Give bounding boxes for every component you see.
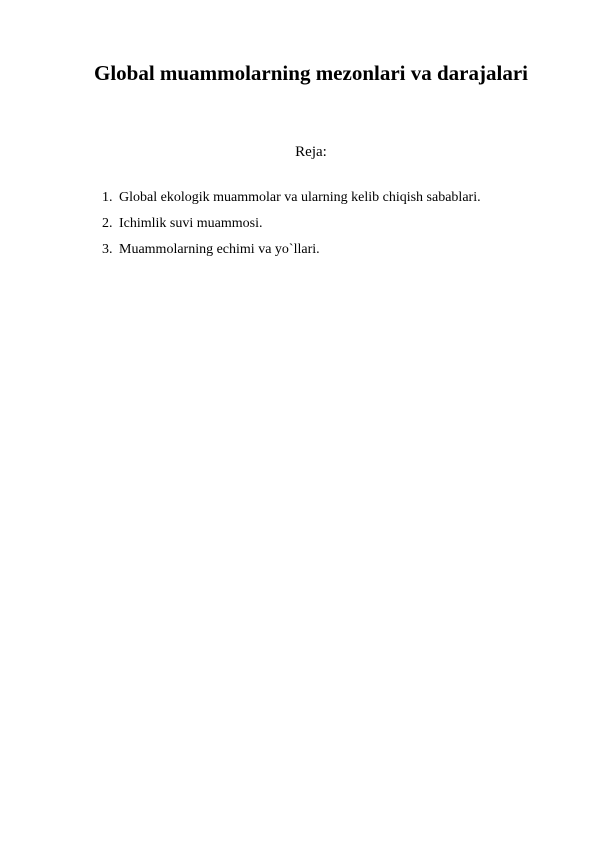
document-title: Global muammolarning mezonlari va darajalari (94, 61, 528, 85)
list-item (102, 241, 572, 259)
plan-heading: Reja: (295, 144, 327, 160)
list-item-text: Ichimlik suvi muammosi. (119, 216, 263, 231)
plan-list (102, 189, 572, 267)
list-item-number: 1. (102, 190, 113, 205)
list-item-text: Muammolarning echimi va yo`llari. (119, 242, 320, 257)
list-item-text: Global ekologik muammolar va ularning kelib chiqish sabablari. (119, 190, 481, 205)
list-item-number: 3. (102, 242, 113, 257)
list-item (102, 189, 572, 207)
list-item-number: 2. (102, 216, 113, 231)
list-item (102, 215, 572, 233)
